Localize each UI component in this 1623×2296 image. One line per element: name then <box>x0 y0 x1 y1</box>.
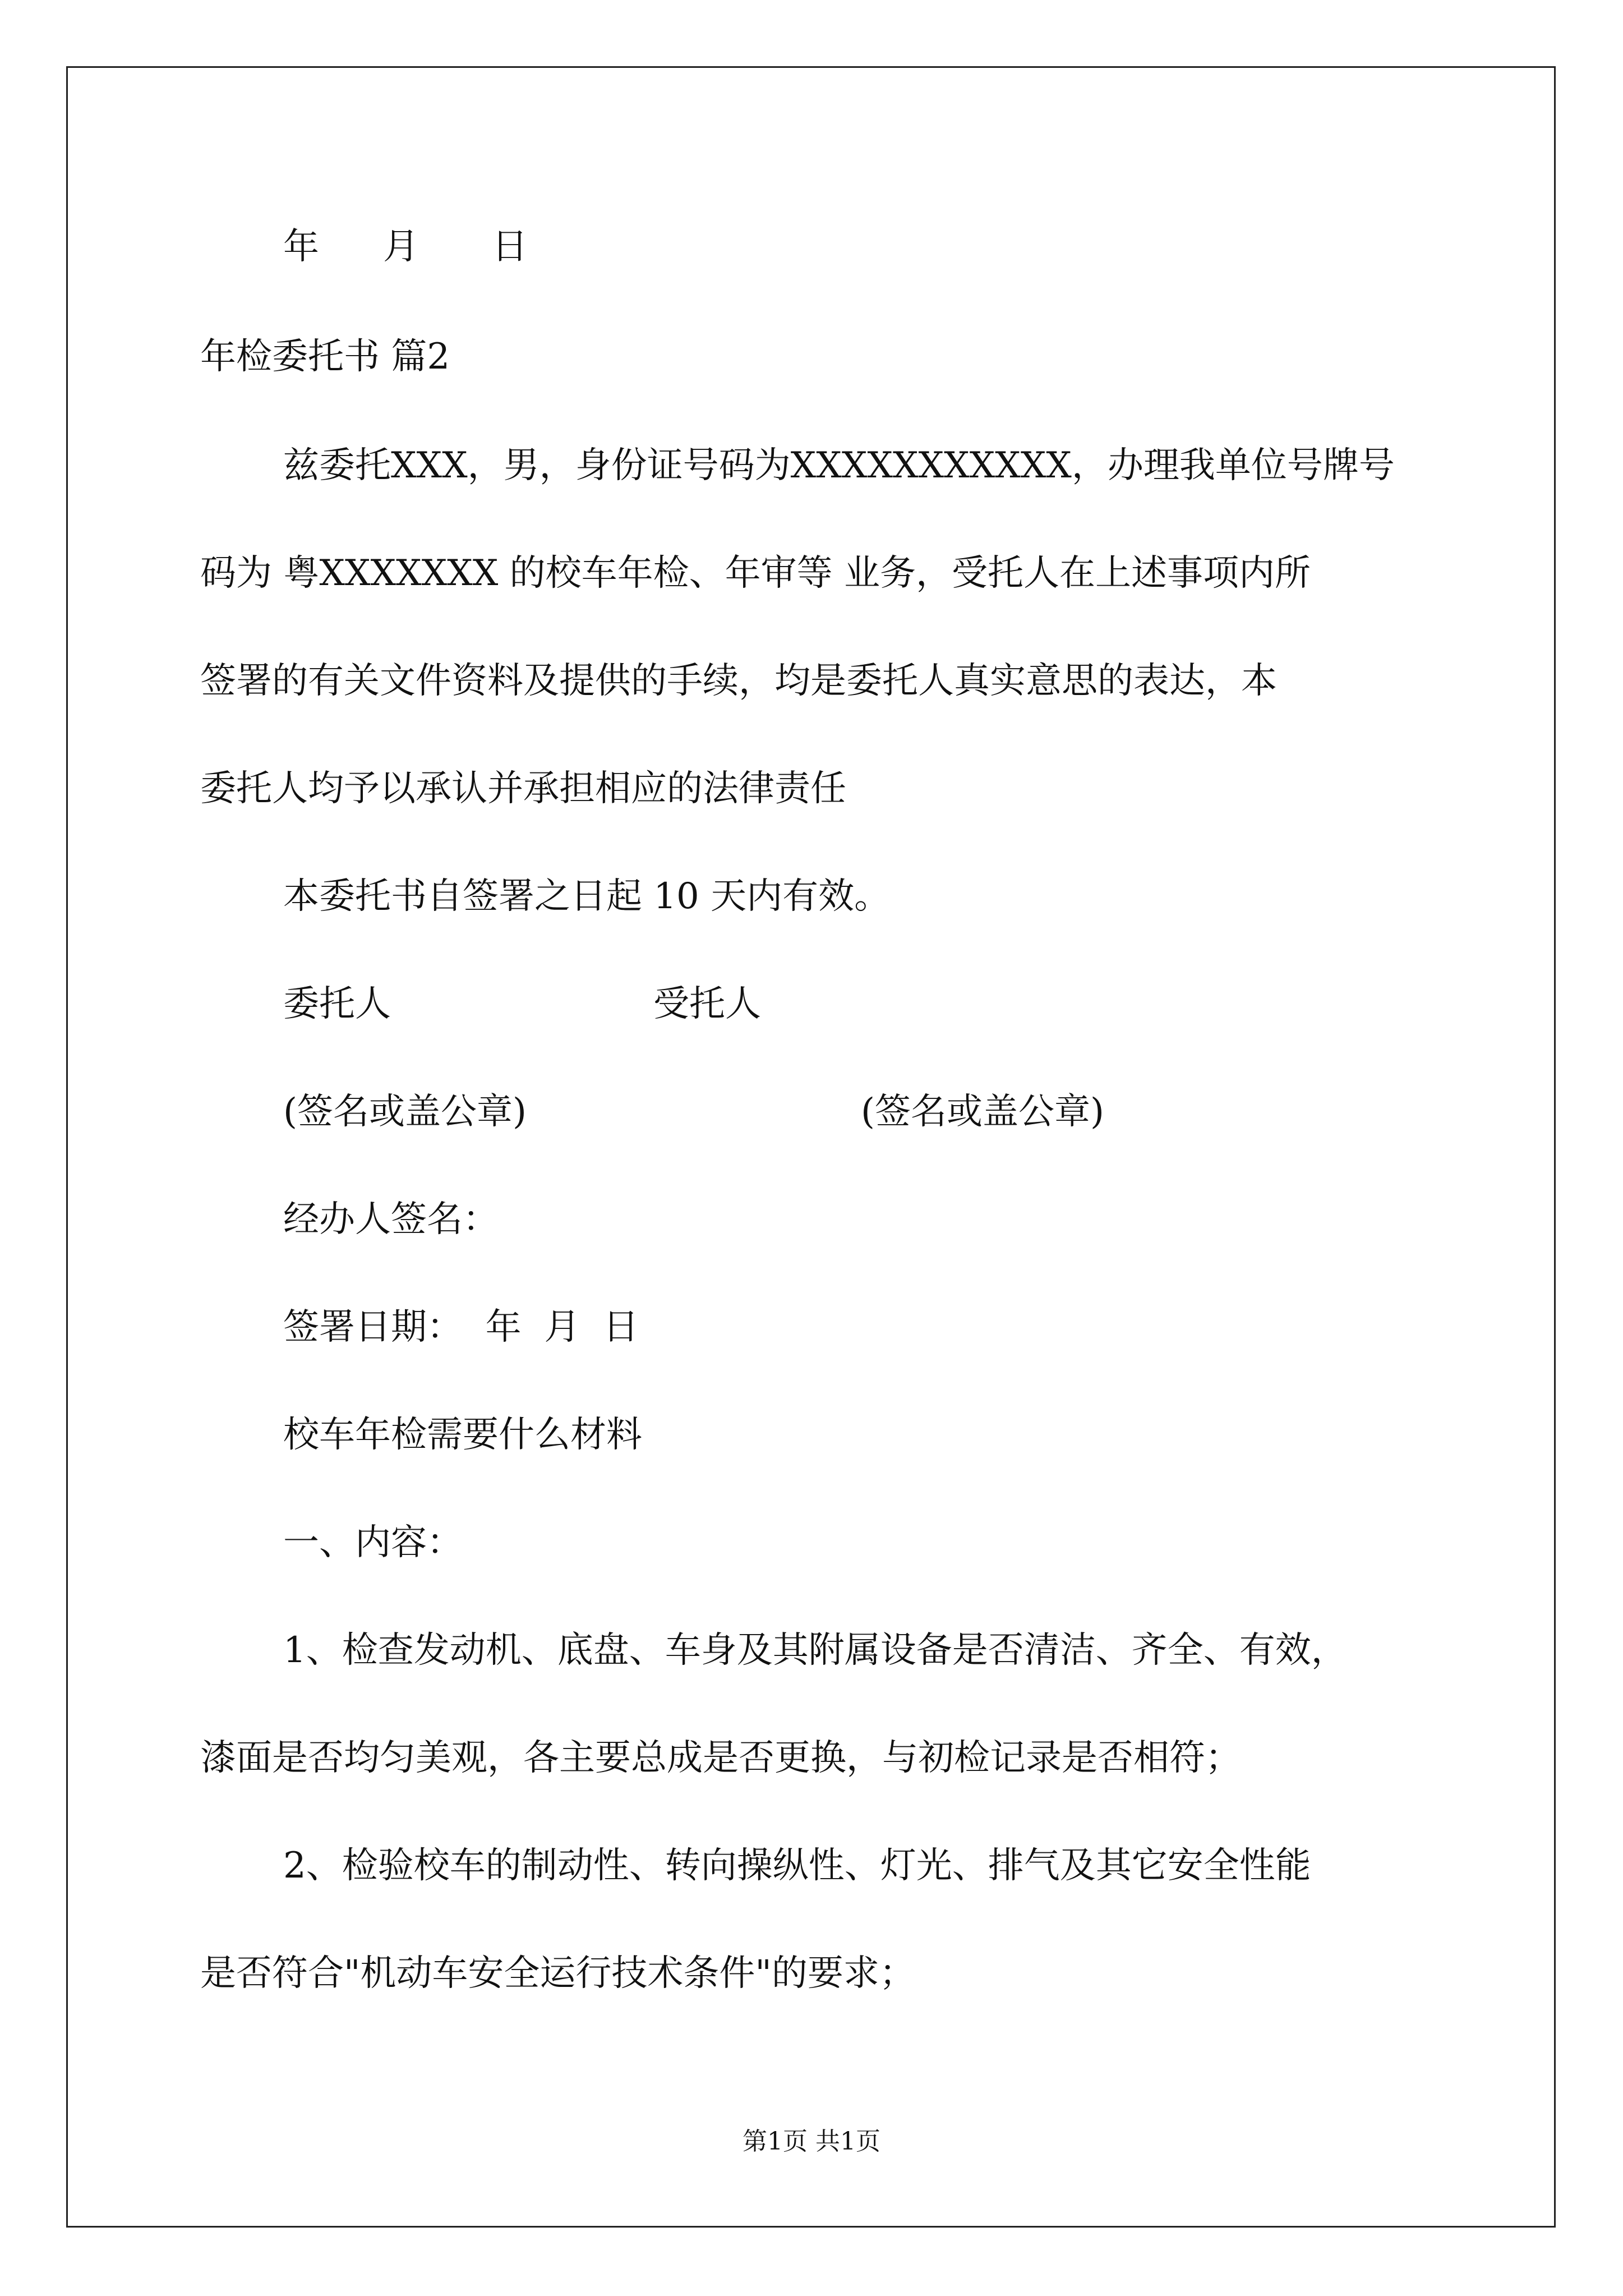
date-month: 月 <box>383 226 419 268</box>
paragraph-line: 委托人均予以承认并承担相应的法律责任 <box>200 768 846 809</box>
content-heading: 一、内容： <box>283 1522 463 1563</box>
validity-text: 本委托书自签署之日起 10 天内有效。 <box>283 876 891 917</box>
principal-sign: (签名或盖公章) <box>283 1091 527 1133</box>
paragraph-line: 兹委托XXX，男，身份证号码为XXXXXXXXXXX，办理我单位号牌号 <box>283 445 1395 486</box>
item-line: 是否符合"机动车安全运行技术条件"的要求； <box>200 1953 915 1994</box>
agent-label: 受托人 <box>653 983 761 1025</box>
handler-signature: 经办人签名： <box>283 1199 499 1240</box>
page-footer: 第1页 共1页 <box>743 2127 880 2156</box>
page-border <box>66 66 1556 2228</box>
date-year: 年 <box>283 226 319 268</box>
paragraph-line: 签署的有关文件资料及提供的手续，均是委托人真实意思的表达，本 <box>200 660 1277 702</box>
paragraph-line: 码为 粤XXXXXXX 的校车年检、年审等 业务，受托人在上述事项内所 <box>200 553 1311 594</box>
section-title: 年检委托书 篇2 <box>200 336 450 378</box>
principal-label: 委托人 <box>283 983 391 1025</box>
materials-title: 校车年检需要什么材料 <box>283 1414 642 1456</box>
item-line: 1、检查发动机、底盘、车身及其附属设备是否清洁、齐全、有效， <box>283 1630 1347 1671</box>
date-day: 日 <box>492 226 528 268</box>
sign-date: 签署日期： 年 月 日 <box>283 1306 639 1348</box>
item-line: 2、检验校车的制动性、转向操纵性、灯光、排气及其它安全性能 <box>283 1845 1311 1887</box>
item-line: 漆面是否均匀美观，各主要总成是否更换，与初检记录是否相符； <box>200 1737 1241 1779</box>
agent-sign: (签名或盖公章) <box>861 1091 1104 1133</box>
